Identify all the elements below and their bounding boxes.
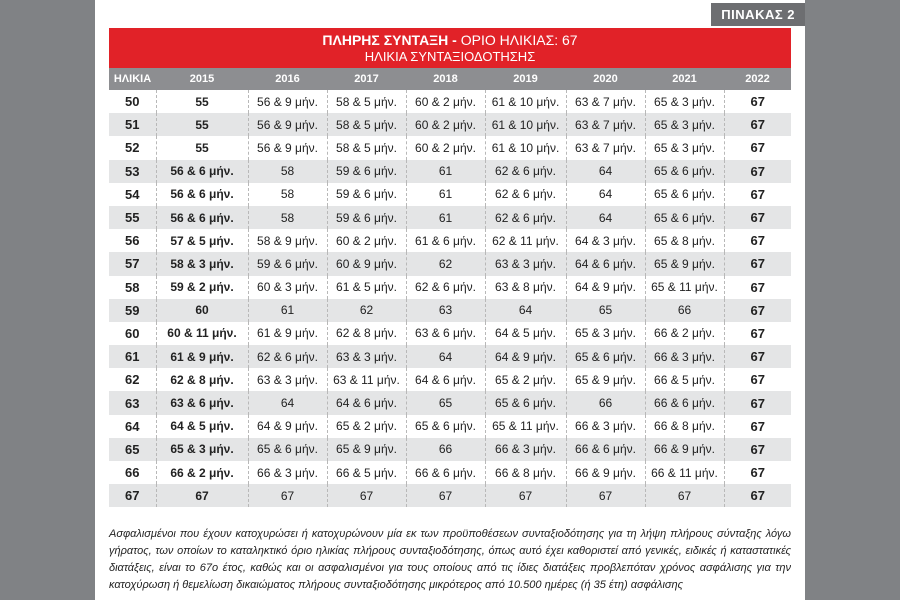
table-cell: 65 & 3 μήν. (645, 113, 724, 136)
age-cell: 51 (109, 113, 156, 136)
table-cell: 66 & 9 μήν. (566, 461, 645, 484)
document-page (95, 0, 805, 600)
table-cell: 64 & 5 μήν. (485, 322, 566, 345)
table-cell: 62 & 6 μήν. (248, 345, 327, 368)
table-cell: 56 & 9 μήν. (248, 113, 327, 136)
table-cell: 64 (248, 391, 327, 414)
table-cell: 64 & 3 μήν. (566, 229, 645, 252)
table-cell: 64 & 9 μήν. (485, 345, 566, 368)
age-cell: 56 (125, 233, 140, 249)
table-cell: 66 & 2 μήν. (156, 461, 248, 484)
table-cell: 63 & 3 μήν. (327, 345, 406, 368)
table-cell: 60 (156, 299, 248, 322)
table-cell: 62 & 8 μήν. (327, 322, 406, 345)
table-cell: 58 & 5 μήν. (327, 113, 406, 136)
table-cell: 64 & 9 μήν. (248, 415, 327, 438)
table-cell: 63 & 6 μήν. (156, 391, 248, 414)
table-row (109, 345, 791, 368)
table-row (109, 415, 791, 438)
table-header-row (109, 68, 791, 90)
table-cell: 67 (724, 252, 791, 275)
table-cell: 62 & 6 μήν. (406, 276, 485, 299)
table-row (109, 299, 791, 322)
table-cell: 65 & 3 μήν. (566, 322, 645, 345)
table-cell: 56 & 9 μήν. (248, 90, 327, 113)
table-cell: 67 (645, 484, 724, 507)
age-cell: 52 (125, 140, 140, 156)
table-cell: 56 & 6 μήν. (156, 206, 248, 229)
table-cell: 67 (406, 484, 485, 507)
table-cell: 63 & 3 μήν. (485, 252, 566, 275)
table-cell: 67 (724, 206, 791, 229)
table-cell: 60 & 9 μήν. (327, 252, 406, 275)
table-subtitle: ΗΛΙΚΙΑ ΣΥΝΤΑΞΙΟΔΟΤΗΣΗΣ (364, 49, 536, 64)
table-cell: 58 & 5 μήν. (327, 136, 406, 159)
table-cell: 58 & 5 μήν. (327, 90, 406, 113)
table-cell: 67 (724, 368, 791, 391)
table-cell: 61 (406, 160, 485, 183)
table-cell: 66 & 5 μήν. (327, 461, 406, 484)
table-cell: 65 & 6 μήν. (248, 438, 327, 461)
table-cell: 60 & 3 μήν. (248, 276, 327, 299)
table-cell: 66 & 11 μήν. (645, 461, 724, 484)
table-cell: 58 & 3 μήν. (156, 252, 248, 275)
table-cell: 56 & 6 μήν. (156, 183, 248, 206)
table-cell: 67 (724, 322, 791, 345)
table-cell: 66 & 3 μήν. (248, 461, 327, 484)
table-cell: 59 & 6 μήν. (327, 160, 406, 183)
table-row (109, 136, 791, 159)
table-row (109, 183, 791, 206)
table-cell: 63 & 3 μήν. (248, 368, 327, 391)
table-cell: 63 & 6 μήν. (406, 322, 485, 345)
table-cell: 61 (406, 206, 485, 229)
table-cell: 67 (724, 484, 791, 507)
table-cell: 60 & 2 μήν. (327, 229, 406, 252)
table-cell: 66 & 9 μήν. (645, 438, 724, 461)
table-cell: 67 (724, 113, 791, 136)
table-cell: 65 & 11 μήν. (645, 276, 724, 299)
age-cell: 53 (109, 160, 156, 183)
table-title-bar (109, 28, 791, 68)
table-cell: 63 & 7 μήν. (566, 90, 645, 113)
table-cell: 56 & 9 μήν. (248, 136, 327, 159)
table-cell: 63 & 7 μήν. (566, 113, 645, 136)
footnote-text: Ασφαλισμένοι που έχουν κατοχυρώσει ή κατοχυρώνουν μία εκ των προϋποθέσεων συνταξιοδότησης για τη λήψη πλήρους σύνταξης λόγω γήρατος, των οποίων το καταληκτικό όριο ηλικίας πλήρους συνταξιοδότησης, όπως αυτό έχει καθοριστεί από γενικές, ειδικές ή καταστατικές διατάξεις, είναι το 67ο έτος, καθώς και οι ασφαλισμένοι για τους οποίους από τις ίδιες διατάξεις προβλεπόταν χρόνος ασφάλισης για την κατοχύρωση ή θεμελίωση δικαιώματος πλήρους συνταξιοδότησης μικρότερος από 10.500 ημέρες (ή 35 έτη) ασφάλισης (109, 528, 791, 591)
table-cell: 61 & 10 μήν. (485, 90, 566, 113)
table-cell: 67 (724, 345, 791, 368)
table-cell: 62 (406, 252, 485, 275)
column-header: 2016 (248, 68, 327, 90)
table-title-bold: ΠΛΗΡΗΣ ΣΥΝΤΑΞΗ - (322, 32, 457, 48)
table-cell: 63 (406, 299, 485, 322)
table-row (109, 276, 791, 299)
table-row (109, 252, 791, 275)
column-header: 2020 (566, 68, 645, 90)
table-cell: 64 & 6 μήν. (566, 252, 645, 275)
table-cell: 61 & 10 μήν. (485, 113, 566, 136)
table-body (109, 90, 791, 507)
table-title (109, 32, 791, 48)
table-cell: 65 & 3 μήν. (645, 90, 724, 113)
table-cell: 55 (156, 136, 248, 159)
age-cell: 63 (109, 391, 156, 414)
retirement-age-table (109, 68, 791, 507)
table-cell: 67 (724, 229, 791, 252)
age-cell: 57 (109, 252, 156, 275)
table-cell: 57 & 5 μήν. (156, 229, 248, 252)
table-cell: 61 & 10 μήν. (485, 136, 566, 159)
table-cell: 58 (248, 206, 327, 229)
table-cell: 67 (156, 484, 248, 507)
age-cell: 59 (109, 299, 156, 322)
table-cell: 67 (724, 391, 791, 414)
table-number-badge: ΠΙΝΑΚΑΣ 2 (711, 3, 805, 26)
table-cell: 67 (724, 136, 791, 159)
table-cell: 66 & 2 μήν. (645, 322, 724, 345)
column-header: 2019 (485, 68, 566, 90)
table-row (109, 461, 791, 484)
table-cell: 60 & 2 μήν. (406, 90, 485, 113)
table-cell: 66 & 3 μήν. (566, 415, 645, 438)
table-cell: 65 & 9 μήν. (566, 368, 645, 391)
table-cell: 67 (724, 461, 791, 484)
table-cell: 59 & 6 μήν. (327, 206, 406, 229)
table-cell: 66 & 8 μήν. (485, 461, 566, 484)
table-cell: 66 & 8 μήν. (645, 415, 724, 438)
table-cell: 65 (566, 299, 645, 322)
table-cell: 65 & 6 μήν. (645, 183, 724, 206)
table-cell: 63 & 11 μήν. (327, 368, 406, 391)
table-cell: 64 (566, 160, 645, 183)
age-cell: 66 (125, 465, 140, 481)
table-cell: 65 & 3 μήν. (156, 438, 248, 461)
age-cell: 54 (125, 186, 140, 202)
table-row (109, 438, 791, 461)
table-cell: 61 (248, 299, 327, 322)
table-cell: 67 (724, 299, 791, 322)
table-cell: 63 & 8 μήν. (485, 276, 566, 299)
table-cell: 66 & 6 μήν. (406, 461, 485, 484)
table-cell: 60 & 11 μήν. (156, 322, 248, 345)
table-cell: 59 & 6 μήν. (248, 252, 327, 275)
table-row (109, 322, 791, 345)
column-header: ΗΛΙΚΙΑ (109, 68, 156, 90)
table-cell: 62 & 6 μήν. (485, 183, 566, 206)
column-header: 2015 (156, 68, 248, 90)
age-cell: 58 (125, 279, 140, 295)
table-cell: 66 (406, 438, 485, 461)
table-cell: 67 (485, 484, 566, 507)
table-cell: 61 & 6 μήν. (406, 229, 485, 252)
table-row (109, 368, 791, 391)
age-cell: 62 (125, 372, 140, 388)
table-cell: 61 & 9 μήν. (248, 322, 327, 345)
table-cell: 62 (327, 299, 406, 322)
table-cell: 56 & 6 μήν. (156, 160, 248, 183)
table-cell: 59 & 2 μήν. (156, 276, 248, 299)
age-cell: 61 (109, 345, 156, 368)
table-cell: 64 (566, 183, 645, 206)
table-cell: 67 (724, 90, 791, 113)
table-cell: 66 & 5 μήν. (645, 368, 724, 391)
table-cell: 65 & 11 μήν. (485, 415, 566, 438)
table-cell: 67 (724, 276, 791, 299)
table-cell: 60 & 2 μήν. (406, 113, 485, 136)
table-cell: 67 (327, 484, 406, 507)
table-cell: 64 & 6 μήν. (406, 368, 485, 391)
table-cell: 61 (406, 183, 485, 206)
table-cell: 61 & 5 μήν. (327, 276, 406, 299)
table-cell: 65 & 8 μήν. (645, 229, 724, 252)
table-cell: 64 (485, 299, 566, 322)
table-cell: 65 & 2 μήν. (485, 368, 566, 391)
table-cell: 60 & 2 μήν. (406, 136, 485, 159)
table-cell: 62 & 11 μήν. (485, 229, 566, 252)
table-cell: 58 (248, 183, 327, 206)
table-row (109, 90, 791, 113)
table-cell: 59 & 6 μήν. (327, 183, 406, 206)
table-cell: 66 & 6 μήν. (566, 438, 645, 461)
table-cell: 62 & 8 μήν. (156, 368, 248, 391)
table-cell: 67 (724, 160, 791, 183)
table-cell: 66 & 6 μήν. (645, 391, 724, 414)
age-cell: 65 (109, 438, 156, 461)
table-cell: 67 (248, 484, 327, 507)
table-cell: 67 (566, 484, 645, 507)
table-cell: 58 (248, 160, 327, 183)
table-row (109, 391, 791, 414)
age-cell: 50 (125, 94, 140, 110)
table-cell: 64 & 6 μήν. (327, 391, 406, 414)
table-cell: 65 & 6 μήν. (485, 391, 566, 414)
table-row (109, 206, 791, 229)
table-cell: 67 (724, 415, 791, 438)
table-title-light: ΟΡΙΟ ΗΛΙΚΙΑΣ: 67 (460, 32, 578, 48)
table-cell: 65 & 2 μήν. (327, 415, 406, 438)
table-cell: 55 (156, 113, 248, 136)
table-cell: 65 & 6 μήν. (645, 160, 724, 183)
table-cell: 64 (566, 206, 645, 229)
table-header (109, 68, 791, 90)
table-row (109, 113, 791, 136)
table-cell: 67 (724, 183, 791, 206)
table-cell: 67 (724, 438, 791, 461)
table-row (109, 160, 791, 183)
table-cell: 62 & 6 μήν. (485, 206, 566, 229)
age-cell: 55 (109, 206, 156, 229)
table-cell: 64 & 9 μήν. (566, 276, 645, 299)
table-cell: 66 (566, 391, 645, 414)
table-cell: 66 & 3 μήν. (485, 438, 566, 461)
table-cell: 55 (156, 90, 248, 113)
table-cell: 62 & 6 μήν. (485, 160, 566, 183)
table-cell: 58 & 9 μήν. (248, 229, 327, 252)
table-cell: 65 & 3 μήν. (645, 136, 724, 159)
table-cell: 66 & 3 μήν. (645, 345, 724, 368)
table-cell: 61 & 9 μήν. (156, 345, 248, 368)
table-cell: 65 (406, 391, 485, 414)
table-cell: 65 & 9 μήν. (645, 252, 724, 275)
table-row (109, 229, 791, 252)
table-cell: 64 (406, 345, 485, 368)
age-cell: 60 (125, 325, 140, 341)
age-cell: 64 (125, 418, 140, 434)
column-header: 2021 (645, 68, 724, 90)
age-cell: 67 (109, 484, 156, 507)
table-cell: 66 (645, 299, 724, 322)
column-header: 2018 (406, 68, 485, 90)
table-cell: 65 & 6 μήν. (566, 345, 645, 368)
table-cell: 65 & 9 μήν. (327, 438, 406, 461)
column-header: 2017 (327, 68, 406, 90)
table-cell: 64 & 5 μήν. (156, 415, 248, 438)
table-cell: 65 & 6 μήν. (645, 206, 724, 229)
table-cell: 63 & 7 μήν. (566, 136, 645, 159)
table-row (109, 484, 791, 507)
table-cell: 65 & 6 μήν. (406, 415, 485, 438)
column-header: 2022 (724, 68, 791, 90)
